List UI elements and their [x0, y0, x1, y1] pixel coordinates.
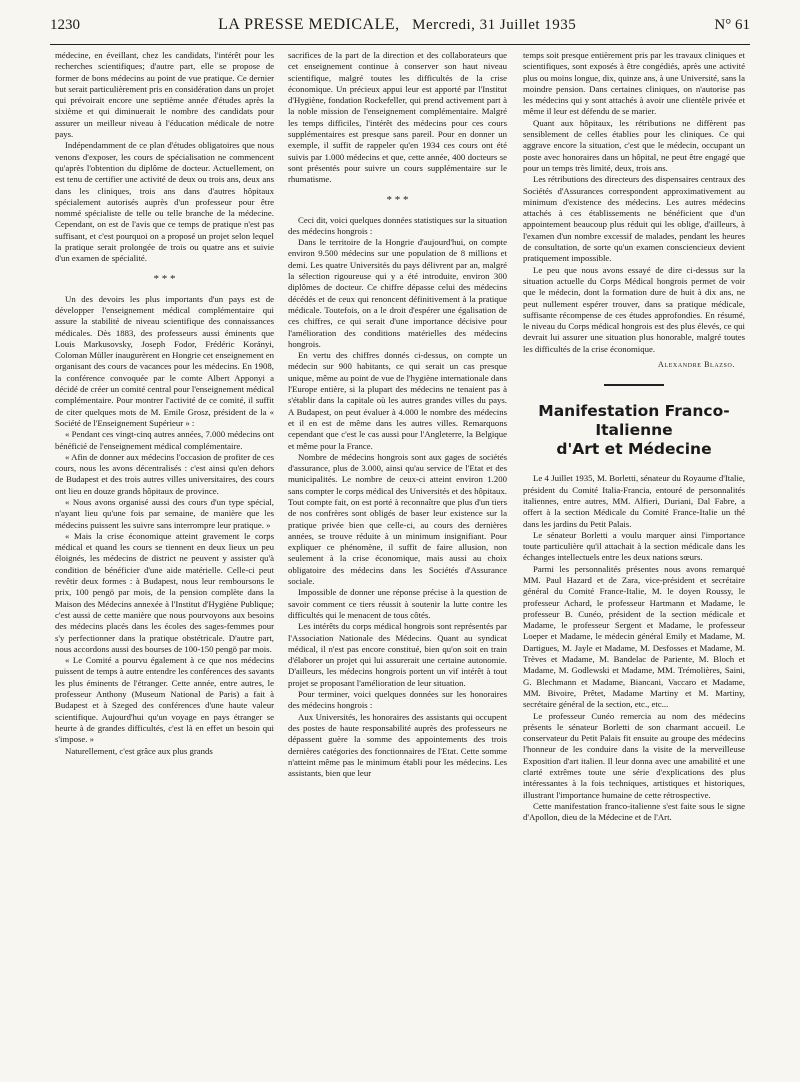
article-title-line-1: Manifestation Franco-Italienne	[538, 402, 730, 440]
column-2	[288, 50, 507, 779]
paragraph: Impossible de donner une réponse précise à la question de savoir comment ce tiers réussit à soutenir la lutte contre les difficultés qui le menacent de tous côtés.	[288, 587, 507, 620]
paragraph: Indépendamment de ce plan d'études obligatoires que nous venons d'exposer, les cours de spécialisation ne commencent qu'après l'obtention du diplôme de docteur. Actuellement, on est tenu de certifier une activité de deux ou trois ans, deux ans dans les cliniques, trois ans dans d'autres hôpitaux spécialement autorisés auprès d'un professeur pour être nommé spécialiste de telle ou telle branche de la médecine. Cependant, on est de l'avis que ce temps de pratique n'est pas suffisant, et c'est pourquoi on a proposé un projet selon lequel la pratique serait prolongée de trois ou quatre ans et suivie d'un examen de spécialité.	[55, 140, 274, 264]
paragraph: Ceci dit, voici quelques données statistiques sur la situation des médecins hongrois :	[288, 214, 507, 236]
paragraph: Aux Universités, les honoraires des assistants qui occupent des postes de haute responsabilité auprès des professeurs ne dépassent guère la somme des appointements des trois dernières catégories des fonctionnaires de l'Etat. Cette somme n'atteint même pas le minimum établi pour les médecins. Les assistants, bien que leur	[288, 711, 507, 779]
divider	[604, 384, 664, 386]
paragraph: Dans le territoire de la Hongrie d'aujourd'hui, on compte environ 9.500 médecins sur une population de 8 millions et demi. Les quatre Universités du pays délivrent par an, malgré la sélection rigoureuse qui y a été introduite, environ 300 diplômes de docteur. Ce chiffre dépasse celui des médecins décédés et de ceux qui renoncent définitivement à la pratique médicale. Toutefois, on a le droit d'espérer une égalisation de ces chiffres, ce qui serait d'une importance décisive pour l'amélioration des conditions matérielles des médecins hongrois.	[288, 237, 507, 349]
issue-date: Mercredi, 31 Juillet 1935	[412, 17, 577, 33]
page-number: 1230	[50, 17, 80, 33]
quote-paragraph: « Pendant ces vingt-cinq autres années, 7.000 médecins ont bénéficié de l'enseignement médical complémentaire.	[55, 429, 274, 451]
paragraph: Les intérêts du corps médical hongrois sont représentés par l'Association Nationale des Médecins. Quant au syndicat médical, il n'est pas encore constitué, bien qu'on soit en train d'élaborer un projet qui lui assurerait une certaine autonomie. D'ailleurs, les médecins hongrois portent un vif intérêt à tout projet se proposant l'amélioration de leur situation.	[288, 621, 507, 688]
journal-masthead	[218, 16, 576, 34]
quote-paragraph: « Mais la crise économique atteint gravement le corps médical et quand les cours se tiennent en deux lieux un peu éloignés, les médecins de district ne peuvent y assister qu'à condition de bénéficier d'une aide matérielle. Celle-ci peut revêtir deux formes : à Budapest, nous leur remboursons le prix, 100 pengö par mois, de la pension complète dans la Maison des Médecins annexée à l'Institut d'Hygiène Publique; c'est aussi de cette manière que nous pourvoyons aux besoins des médecins placés dans les écoles des sages-femmes pour s'y perfectionner dans la pratique obstétricale. D'autre part, nous accordons aussi des bourses de 100-150 pengö par mois.	[55, 530, 274, 654]
paragraph: Parmi les personnalités présentes nous avons remarqué MM. Paul Hazard et de Zara, vice-président et secrétaire général du Comité France-Italie, M. le doyen Roussy, le professeur Achard, le professeur Hartmann et Madame, le professeur B. Cunéo, président de la section médicale et Madame, le professeur Sergent et Madame, le professeur Loeper et Madame, le médecin général Emily et Madame, M. Dartigues, M. Jayle et Madame, M. Desfosses et Madame, M. Trèves et Madame, M. Bandelac de Pariente, M. Bloch et Madame, M. Godlewski et Madame, MM. Trémolières, Saini, G. Blechmann et Madame, Biancani, Vaccaro et Madame, MM. Bivoire, Prêtet, Madame Martiny et M. Martiny, secrétaire général de la section, etc., etc...	[523, 563, 745, 710]
paragraph: sacrifices de la part de la direction et des collaborateurs que cet enseignement continue à conserver son haut niveau scientifique, malgré toutes les difficultés de la crise économique. Un précieux appui leur est apporté par l'Institut d'Hygiène, fondation Rockefeller, qui prend activement part à la noble mission de l'enseignement complémentaire. Malgré les temps difficiles, l'intérêt des médecins pour ces cours supplémentaires est presque sans pareil. Pour en donner un exemple, il suffit de rappeler qu'en 1934 ces cours ont été suivis par 1.000 médecins et que, cette année, 400 docteurs se sont présentés pour suivre un cours supplémentaire sur le rhumatisme.	[288, 50, 507, 185]
article-title-line-2: d'Art et Médecine	[556, 440, 712, 459]
issue-number: N° 61	[714, 17, 750, 33]
quote-paragraph: « Afin de donner aux médecins l'occasion de profiter de ces cours, nous les avons décentralisés : c'est ainsi qu'en dehors de Budapest et des trois autres villes universitaires, des cours ont lieu en douze grands hôpitaux de province.	[55, 451, 274, 496]
quote-paragraph: « Le Comité a pourvu également à ce que nos médecins puissent de temps à autre entendre les conférences des savants les plus éminents de l'étranger. Cette année, entre autres, le professeur Anthony (Museum National de Paris) a fait à Budapest et à Szeged des conférences d'une haute valeur scientifique. Aujourd'hui qu'un voyage en pays étranger se heurte à de grandes difficultés, c'est là en effet un besoin qui s'impose. »	[55, 655, 274, 745]
paragraph: Le professeur Cunéo remercia au nom des médecins présents le sénateur Borletti de son charmant accueil. Le conservateur du Petit Palais fit ensuite au groupe des médecins l'honneur de les conduire dans la visite de la merveilleuse Exposition d'art italien. Il leur donna avec une amabilité et une clarté extrêmes toute une série d'explications des plus intéressantes à la fois techniques, artistiques et historiques, illustrant l'importance humaine de cette rétrospective.	[523, 710, 745, 800]
column-1	[55, 50, 274, 757]
section-separator-stars: * * *	[386, 193, 409, 206]
paragraph: Pour terminer, voici quelques données sur les honoraires des médecins hongrois :	[288, 689, 507, 711]
section-separator-stars: * * *	[153, 272, 176, 285]
paragraph: En vertu des chiffres donnés ci-dessus, on compte un médecin sur 900 habitants, ce qui serait un cas presque unique, même au point de vue de l'hygiène internationale dans l'Europe entière, si la plupart des médecins ne tenaient pas à s'établir dans la capitale où les autres grandes villes du pays. A Budapest, on peut évaluer à 4.000 le nombre des médecins et il en est de même dans les autres villes. Remarquons cependant que c'est le cas aussi pour l'Angleterre, la Belgique et même pour la France.	[288, 350, 507, 451]
quote-paragraph: « Nous avons organisé aussi des cours d'un type spécial, n'ayant lieu qu'une fois par semaine, de manière que les médecins puissent les suivre sans interrompre leur pratique. »	[55, 496, 274, 530]
paragraph: Le sénateur Borletti a voulu marquer ainsi l'importance toute particulière qu'il attachait à la section médicale dans les échanges intellectuels entre les deux nations sœurs.	[523, 529, 745, 563]
paragraph: Cette manifestation franco-italienne s'est faite sous le signe d'Apollon, dieu de la Médecine et de l'Art.	[523, 800, 745, 823]
page-header	[50, 16, 750, 45]
paragraph: temps soit presque entièrement pris par les travaux cliniques et scientifiques, sont exposés à être congédiés, après une activité plus ou moins longue, dix, quinze ans, à une Université, sans la moindre pension. Dans certaines cliniques, on n'autorise pas les médecins qui y sont attachés à avoir une clientèle privée et même il leur est défendu de se marier.	[523, 50, 745, 117]
author-signature: Alexandre Blazso.	[658, 360, 735, 370]
paragraph: Naturellement, c'est grâce aux plus grands	[65, 745, 213, 756]
paragraph: Un des devoirs les plus importants d'un pays est de développer l'enseignement médical complémentaire qui assure la stabilité de niveau scientifique des connaissances médicales. Dès 1883, des professeurs aussi éminents que Louis Markusovsky, Joseph Fodor, Frédéric Korányi, Coloman Müller inaugurèrent en Hongrie cet enseignement en organisant des cours de vacances pour les médecins. En 1908, la conférence convoquée par le comte Albert Apponyi a décidé de créer un comité central pour l'enseignement médical complémentaire. Pour montrer l'activité de ce comité, il suffit de citer quelques mots de M. Emile Grosz, président de la « Société de l'Enseignement Supérieur » :	[55, 293, 274, 428]
paragraph: Le peu que nous avons essayé de dire ci-dessus sur la situation actuelle du Corps Médical hongrois permet de voir que le médecin, dont la formation dure de huit à dix ans, ne peut nullement espérer trouver, dans sa pratique médicale, suffisante récompense de ces études approfondies. En résumé, le niveau du Corps médical hongrois est des plus élevés, ce qui devrait lui assurer une situation plus honorable, malgré toutes les difficultés de la crise économique.	[523, 264, 745, 354]
paragraph: Les rétributions des directeurs des dispensaires centraux des Sociétés d'Assurances correspondent approximativement au minimum d'existence des médecins. Les autres médecins attachés à ces établissements ne bénéficient que d'un appointement beaucoup plus réduit qui les oblige, d'ailleurs, à l'examen d'un nombre excessif de malades, pendant les heures de consultation, de sorte qu'un examen consciencieux devient pratiquement impossible.	[523, 174, 745, 264]
paragraph: médecine, en éveillant, chez les candidats, l'intérêt pour les recherches scientifiques; d'autre part, elle se propose de former de bons médecins au point de vue pratique. Ce dernier but serait particulièrement pris en considération dans un projet qui prévoirait encore une septième année d'études après la sixième et qui diminuerait le nombre des candidats pour assurer un meilleur niveau à l'éducation médicale de notre pays.	[55, 50, 274, 140]
paragraph: Le 4 Juillet 1935, M. Borletti, sénateur du Royaume d'Italie, président du Comité Italia-Francia, entouré de personnalités italiennes, entre autres, MM. Alfieri, Duriani, Dal Fabre, a offert à la section Médicale du Comité France-Italie un thé dans les jardins du Petit Palais.	[523, 473, 745, 529]
journal-name: LA PRESSE MEDICALE,	[218, 16, 400, 33]
article-title	[523, 402, 745, 459]
paragraph: Quant aux hôpitaux, les rétributions ne diffèrent pas sensiblement de celles établies pour les cliniques. Ce qui aggrave encore la situation, c'est que le médecin, occupant un poste avec honoraires dans un hôpital, ne peut être engagé que pour un temps très limité, deux, trois ans.	[523, 117, 745, 173]
paragraph: Nombre de médecins hongrois sont aux gages de sociétés d'assurance, plus de 3.000, ainsi qu'au service de l'Etat et des municipalités. Le nombre de ceux-ci atteint environ 1.200 sans compter le corps médical des Universités et des hôpitaux. Tout compte fait, on est porté à reconnaître que plus d'un tiers de nos confrères sont obligés de baser leur existence sur la pratique privée bien que celle-ci, au cours des dernières années, se trouve réduite à un minimum insignifiant. Pour expliquer ce phénomène, il suffit de faire allusion, non seulement à la crise économique, mais aussi au choix obligatoire des médecins dans les Sociétés d'Assurance sociale.	[288, 451, 507, 587]
column-3	[523, 50, 745, 824]
